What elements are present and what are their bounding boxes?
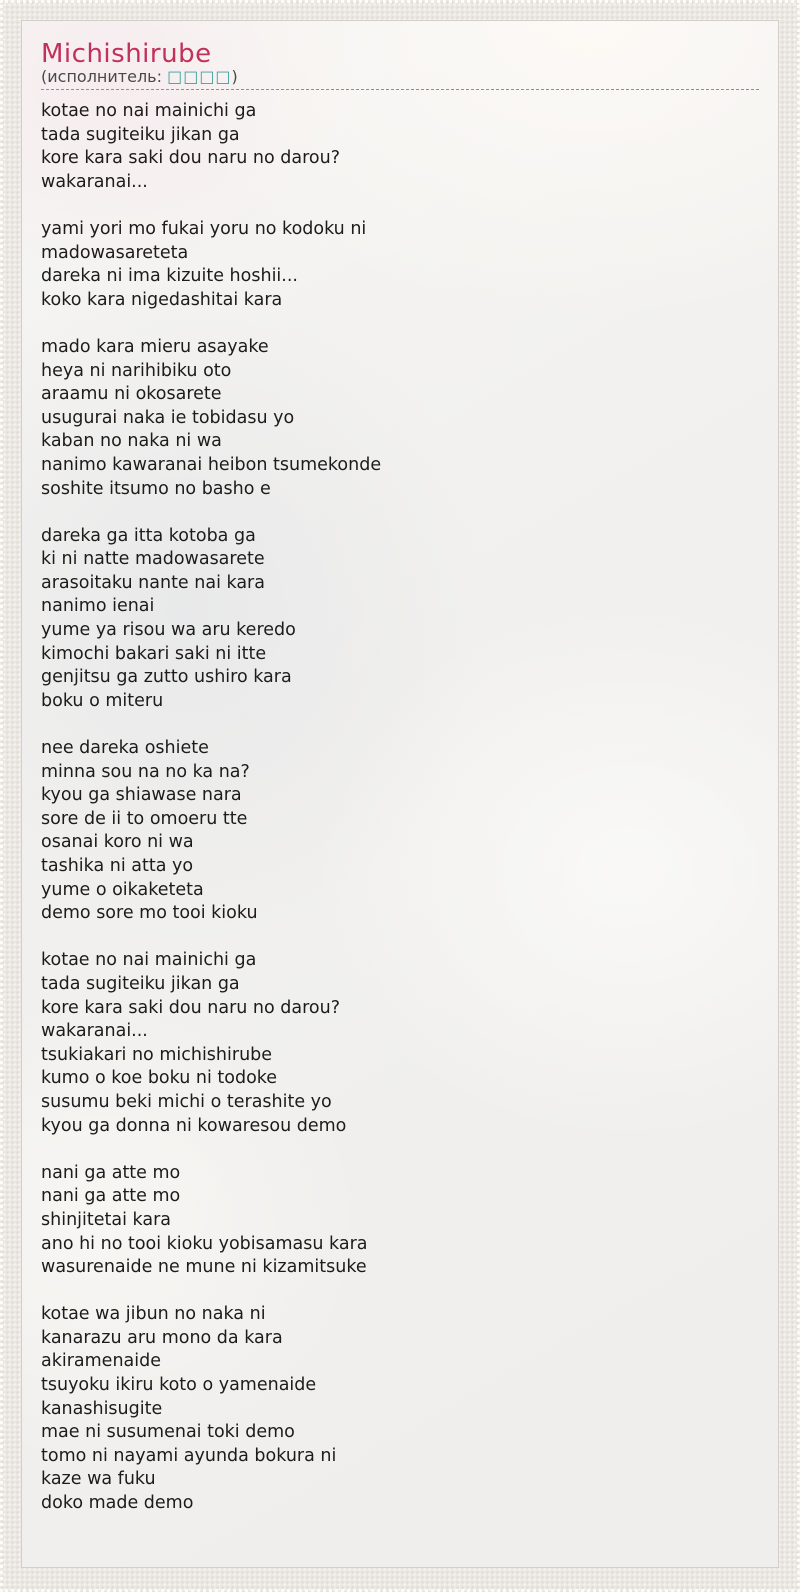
lyrics-line: boku o miteru [41,690,164,711]
lyrics-line: tomo ni nayami ayunda bokura ni [41,1445,337,1466]
lyrics-line: nani ga atte mo [41,1186,181,1207]
lyrics-line: yami yori mo fukai yoru no kodoku ni [41,218,367,239]
lyrics-line: tsuyoku ikiru koto o yamenaide [41,1375,317,1396]
stanza [41,737,759,926]
stanza [41,218,759,312]
lyrics-line: genjitsu ga zutto ushiro kara [41,667,292,688]
stanza [41,1303,759,1515]
lyrics-line: osanai koro ni wa [41,832,194,853]
lyrics-line: kanarazu aru mono da kara [41,1327,283,1348]
song-title: Michishirube [41,39,212,69]
lyrics-line: kore kara saki dou naru no darou? [41,148,341,169]
lyrics-line: yume ya risou wa aru keredo [41,620,296,641]
lyrics-line: mado kara mieru asayake [41,336,269,357]
lyrics-line: wasurenaide ne mune ni kizamitsuke [41,1257,367,1278]
lyrics-line: dareka ni ima kizuite hoshii... [41,266,298,287]
lyrics-line: tada sugiteiku jikan ga [41,973,240,994]
stanza [41,100,759,194]
lyrics-line: wakaranai... [41,1021,148,1042]
lyrics-line: kotae wa jibun no naka ni [41,1304,266,1325]
lyrics-line: kotae no nai mainichi ga [41,101,257,121]
lyrics-line: ki ni natte madowasarete [41,549,265,570]
lyrics-line: minna sou na no ka na? [41,761,250,782]
lyrics-line: ano hi no tooi kioku yobisamasu kara [41,1233,368,1254]
lyrics-line: yume o oikaketeta [41,879,204,900]
lyrics-card [21,20,779,1568]
lyrics-line: demo sore mo tooi kioku [41,903,258,924]
lyrics-line: kore kara saki dou naru no darou? [41,997,341,1018]
lyrics-line: wakaranai... [41,171,148,192]
lyrics-line: nee dareka oshiete [41,738,209,759]
artist-line [41,67,759,90]
lyrics-line: kumo o koe boku ni todoke [41,1068,278,1089]
lyrics-line: kyou ga shiawase nara [41,785,242,806]
lyrics-line: mae ni susumenai toki demo [41,1422,295,1443]
lyrics-line: kotae no nai mainichi ga [41,950,257,971]
lyrics-line: nanimo kawaranai heibon tsumekonde [41,454,382,475]
lyrics-line: araamu ni okosarete [41,384,222,405]
stanza [41,525,759,714]
lyrics-line: doko made demo [41,1493,194,1514]
lyrics-line: kimochi bakari saki ni itte [41,643,267,664]
lyrics-block [41,100,759,1516]
artist-suffix: ) [231,67,238,86]
lyrics-line: tada sugiteiku jikan ga [41,124,240,145]
lyrics-line: arasoitaku nante nai kara [41,572,265,593]
lyrics-line: dareka ga itta kotoba ga [41,525,256,546]
lyrics-line: shinjitetai kara [41,1209,171,1230]
lyrics-line: tsukiakari no michishirube [41,1044,273,1065]
lyrics-line: kanashisugite [41,1398,163,1419]
lyrics-line: kyou ga donna ni kowaresou demo [41,1115,347,1136]
lyrics-line: kaze wa fuku [41,1469,156,1490]
artist-link[interactable]: □□□□ [167,67,232,86]
lyrics-line: usugurai naka ie tobidasu yo [41,407,295,428]
stanza [41,336,759,501]
lyrics-line: akiramenaide [41,1351,162,1372]
lyrics-line: sore de ii to omoeru tte [41,808,248,829]
artist-prefix: (исполнитель: [41,67,168,86]
lyrics-line: susumu beki michi o terashite yo [41,1091,332,1112]
stanza [41,1162,759,1280]
lyrics-line: soshite itsumo no basho e [41,478,271,499]
stanza [41,949,759,1138]
lyrics-line: tashika ni atta yo [41,856,194,876]
lyrics-line: heya ni narihibiku oto [41,360,232,381]
lyrics-line: kaban no naka ni wa [41,431,222,452]
lyrics-line: nani ga atte mo [41,1162,181,1183]
lyrics-line: koko kara nigedashitai kara [41,289,283,310]
lyrics-line: nanimo ienai [41,596,155,617]
lyrics-line: madowasareteta [41,242,189,263]
